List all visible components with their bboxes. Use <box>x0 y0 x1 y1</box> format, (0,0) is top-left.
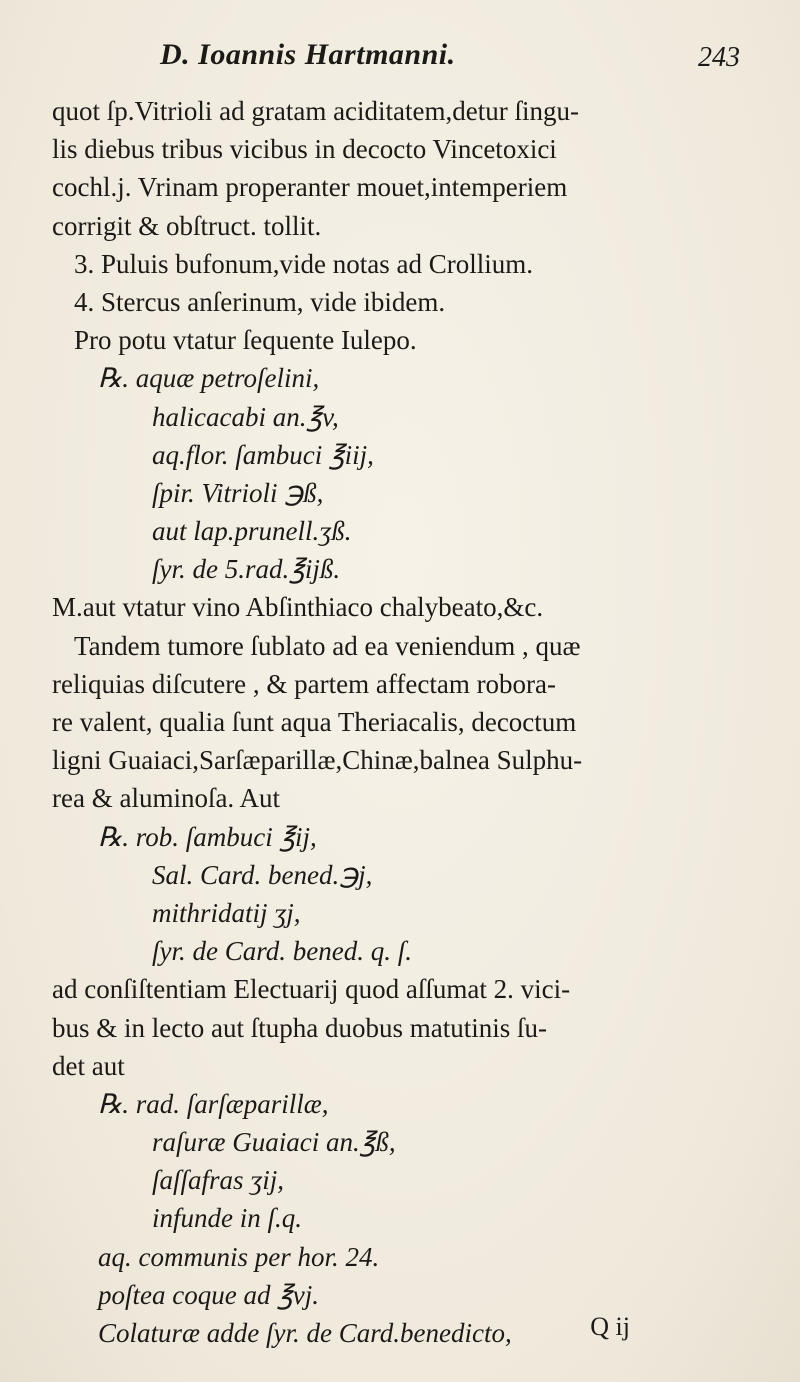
text-line: ſyr. de 5.rad.℥ijß. <box>152 554 341 585</box>
text-line: ad conſiſtentiam Electuarij quod aſſumat 2. vici- <box>52 974 571 1005</box>
text-line: bus & in lecto aut ſtupha duobus matutinis ſu- <box>52 1012 547 1043</box>
text-line: ℞. rad. ſarſæparillæ, <box>98 1088 329 1119</box>
text-line: 3. Puluis bufonum,vide notas ad Crollium. <box>74 248 533 279</box>
text-line: Pro potu vtatur ſequente Iulepo. <box>74 325 417 356</box>
text-line: aq. communis per hor. 24. <box>98 1241 380 1272</box>
text-line: ℞. aquæ petroſelini, <box>98 363 320 394</box>
text-line: Colaturæ adde ſyr. de Card.benedicto, <box>98 1318 512 1348</box>
text-line: ℞. rob. ſambuci ℥ij, <box>98 821 317 852</box>
text-line: det aut <box>52 1050 125 1081</box>
text-line: ſaſſafras ʒij, <box>152 1165 285 1196</box>
text-line: re valent, qualia ſunt aqua Theriacalis, decoctum <box>52 707 577 737</box>
text-line: rea & aluminoſa. Aut <box>52 783 280 814</box>
text-line: aut lap.prunell.ʒß. <box>152 516 352 547</box>
text-line: raſuræ Guaiaci an.℥ß, <box>152 1127 396 1158</box>
page-body-text <box>52 92 748 1352</box>
text-line: halicacabi an.℥v, <box>152 401 339 432</box>
page-number: 243 <box>698 42 740 73</box>
signature-mark: Q ij <box>590 1312 630 1341</box>
text-line: Tandem tumore ſublato ad ea veniendum , quæ <box>74 630 581 661</box>
text-line: 4. Stercus anſerinum, vide ibidem. <box>74 286 446 317</box>
text-line: Sal. Card. bened.℈j, <box>152 859 373 890</box>
text-line: corrigit & obſtruct. tollit. <box>52 210 322 241</box>
text-line: poſtea coque ad ℥vj. <box>98 1279 320 1310</box>
text-line: M.aut vtatur vino Abſinthiaco chalybeato,&c. <box>52 592 544 623</box>
text-line: cochl.j. Vrinam properanter mouet,intemperiem <box>52 172 568 203</box>
text-line: mithridatij ʒj, <box>152 897 301 928</box>
page-header <box>160 38 740 88</box>
text-line: ſyr. de Card. bened. q. ſ. <box>152 936 412 967</box>
text-line: infunde in ſ.q. <box>152 1203 302 1234</box>
text-line: reliquias diſcutere , & partem affectam robora- <box>52 668 557 699</box>
text-line: quot ſp.Vitrioli ad gratam aciditatem,detur ſingu- <box>52 96 579 126</box>
text-line: lis diebus tribus vicibus in decocto Vincetoxici <box>52 134 557 165</box>
text-line: ſpir. Vitrioli ℈ß, <box>152 477 324 508</box>
text-line: ligni Guaiaci,Sarſæparillæ,Chinæ,balnea Sulphu- <box>52 745 583 776</box>
running-head: D. Ioannis Hartmanni. <box>160 38 456 71</box>
text-line: aq.flor. ſambuci ℥iij, <box>152 439 374 470</box>
